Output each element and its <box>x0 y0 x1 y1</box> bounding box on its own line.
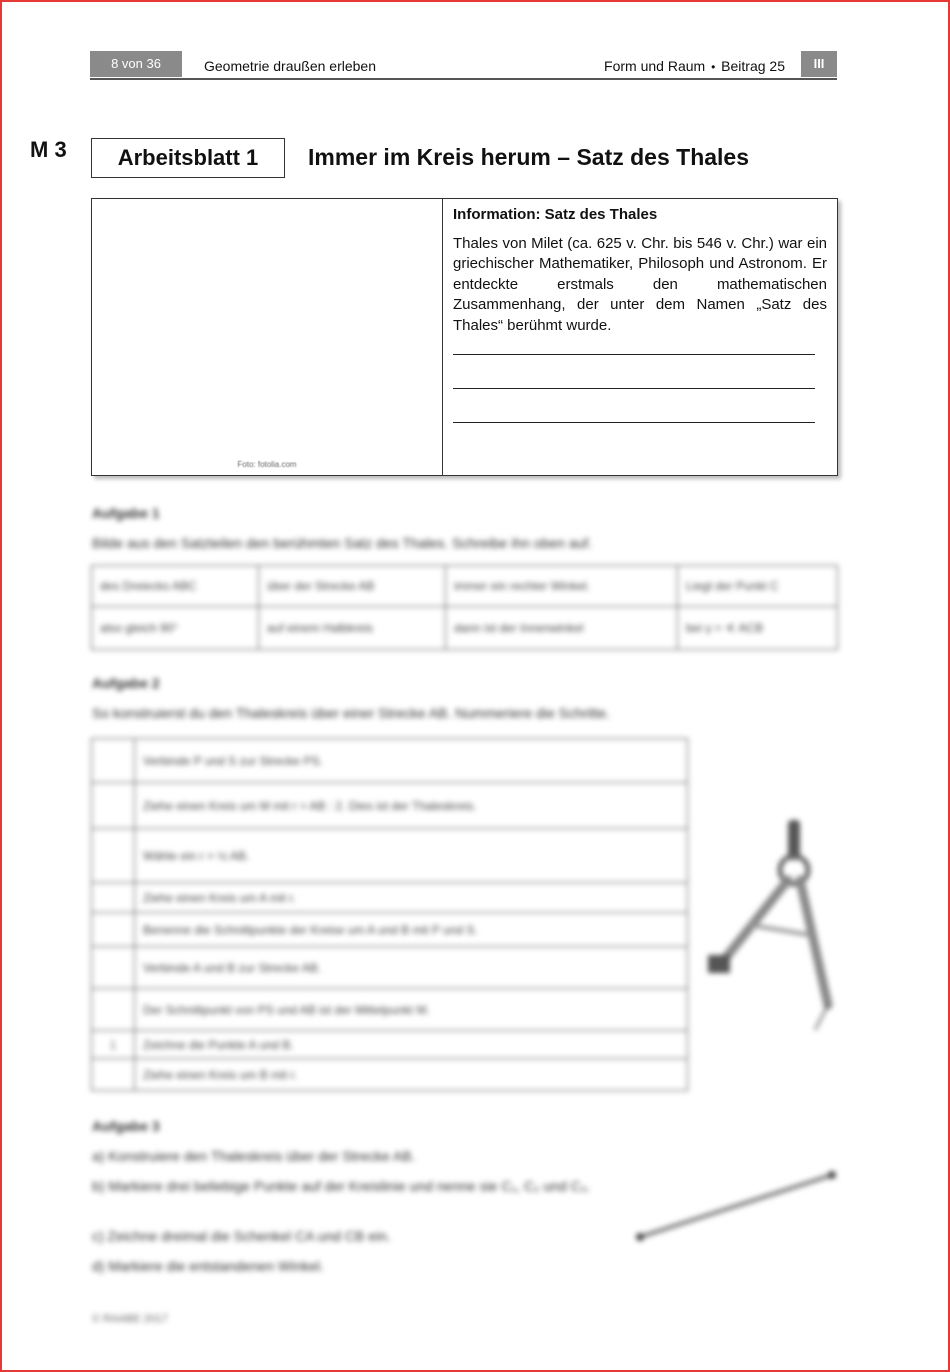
task1-heading: Aufgabe 1 <box>92 505 160 521</box>
material-label: M 3 <box>30 137 67 162</box>
step-number[interactable]: 1 <box>92 1031 135 1059</box>
step-text: Ziehe einen Kreis um A mit r. <box>135 883 688 913</box>
task2-heading: Aufgabe 2 <box>92 675 160 691</box>
info-paragraph: Thales von Milet (ca. 625 v. Chr. bis 546 v. Chr.) war ein griechischer Mathematiker, Philosoph und Astronom. Er entdeckte erstmals den mathematischen Zusammenhang, der unter dem Namen „Satz des Thales“ berühmt wurde. <box>453 234 827 334</box>
header-article: Beitrag 25 <box>721 58 785 74</box>
step-text: Benenne die Schnittpunkte der Kreise um A und B mit P und S. <box>135 913 688 947</box>
footer-copyright: © RAABE 2017 <box>92 1313 168 1325</box>
task3-item: c) Zeichne dreimal die Schenkel CA und CB ein. <box>92 1228 391 1244</box>
task3-heading: Aufgabe 3 <box>92 1118 160 1134</box>
step-text: Ziehe einen Kreis um B mit r. <box>135 1059 688 1091</box>
step-text: Der Schnittpunkt von PS und AB ist der Mittelpunkt M. <box>135 989 688 1031</box>
header-left-title: Geometrie draußen erleben <box>204 58 376 74</box>
step-text: Ziehe einen Kreis um M mit r = AB : 2. Dies ist der Thaleskreis. <box>135 783 688 829</box>
step-text: Wähle ein r > ½ AB. <box>135 829 688 883</box>
task3-item: b) Markiere drei beliebige Punkte auf der Kreislinie und nenne sie C₁, C₂ und C₃. <box>92 1178 591 1194</box>
worksheet-title: Immer im Kreis herum – Satz des Thales <box>308 144 750 170</box>
step-text: Verbinde A und B zur Strecke AB. <box>135 947 688 989</box>
step-text: Verbinde P und S zur Strecke PS. <box>135 739 688 783</box>
task1-cell: über der Strecke AB <box>259 566 446 607</box>
task1-cell: also gleich 90° <box>92 607 259 650</box>
task1-cell: auf einem Halbkreis <box>259 607 446 650</box>
task1-description: Bilde aus den Satzteilen den berühmten Satz des Thales. Schreibe ihn oben auf. <box>92 535 593 551</box>
task1-cell: dann ist der Innenwinkel <box>446 607 678 650</box>
task3-item: a) Konstruiere den Thaleskreis über der Strecke AB. <box>92 1148 416 1164</box>
header-separator: • <box>711 60 716 74</box>
header-topic: Form und Raum <box>604 58 706 74</box>
worksheet-label: Arbeitsblatt 1 <box>91 138 285 178</box>
task1-cell: des Dreiecks ABC <box>92 566 259 607</box>
task2-description: So konstruierst du den Thaleskreis über einer Strecke AB. Nummeriere die Schritte. <box>92 705 610 721</box>
task1-cell: bei γ = ∢ ACB <box>678 607 838 650</box>
task1-cell: immer ein rechter Winkel. <box>446 566 678 607</box>
task3-item: d) Markiere die entstandenen Winkel. <box>92 1258 324 1274</box>
info-heading: Information: Satz des Thales <box>453 206 658 223</box>
page-number: 8 von 36 <box>90 51 182 77</box>
task1-cell: Liegt der Punkt C <box>678 566 838 607</box>
step-text: Zeichne die Punkte A und B. <box>135 1031 688 1059</box>
photo-caption: Foto: fotolia.com <box>237 460 297 469</box>
level-badge: III <box>801 51 837 77</box>
